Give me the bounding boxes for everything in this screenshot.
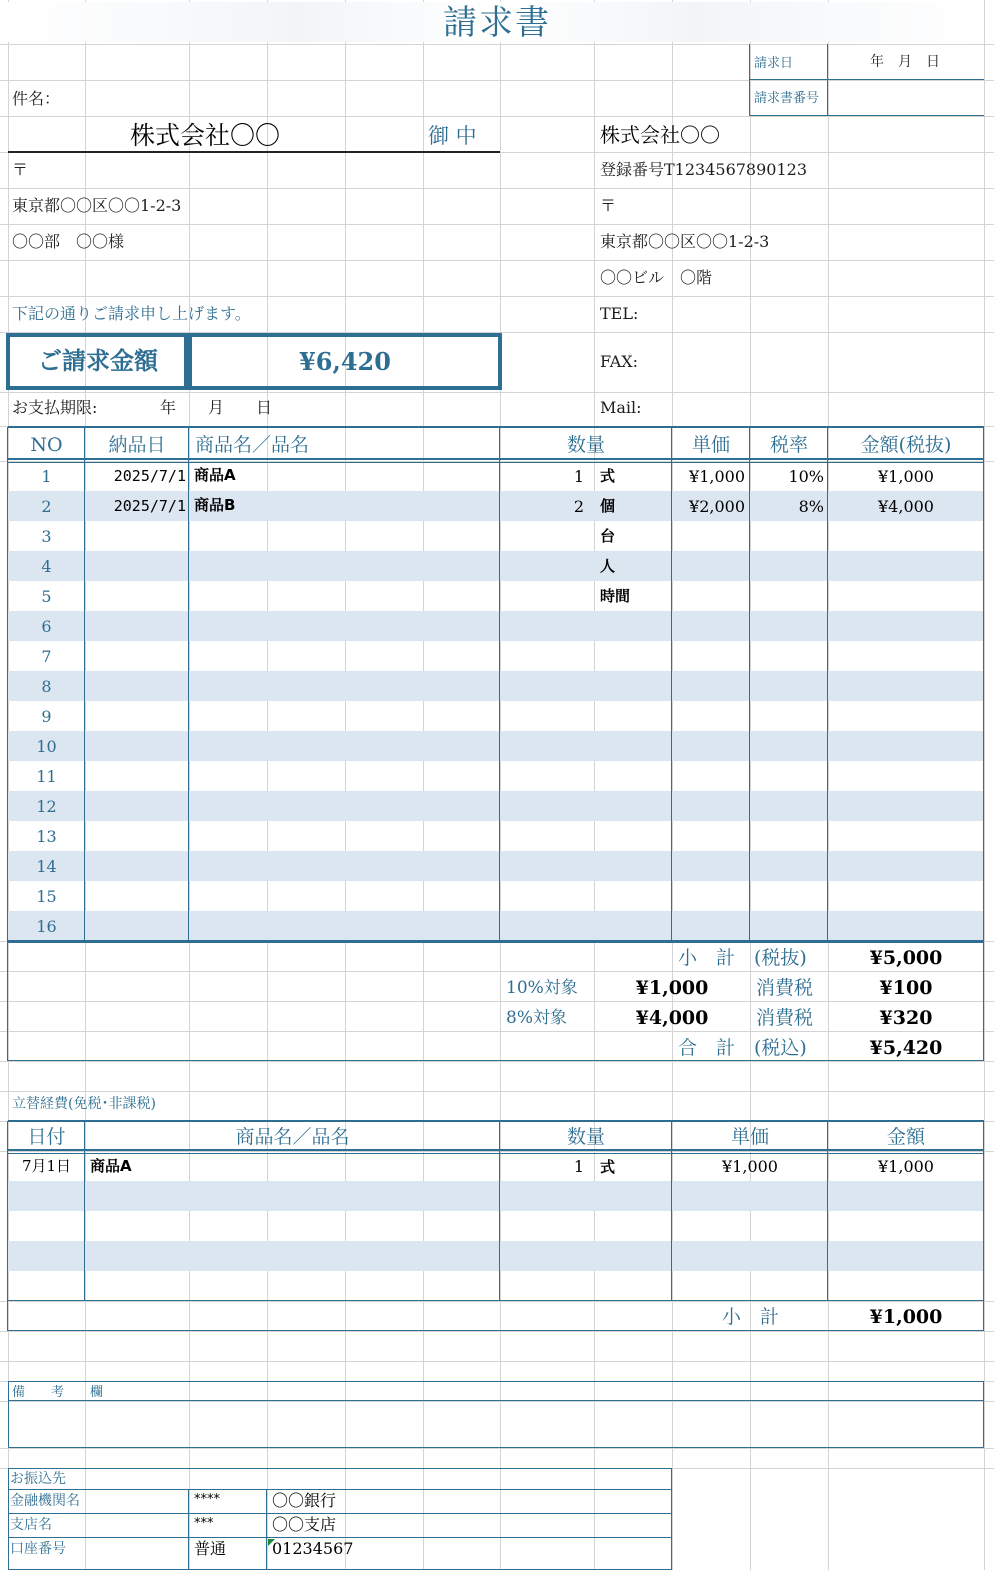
fax-label: FAX: xyxy=(600,352,639,371)
hline xyxy=(0,44,994,45)
amount-value: ¥6,420 xyxy=(299,347,391,376)
vline xyxy=(499,1121,500,1301)
item-no: 11 xyxy=(36,767,57,786)
item-price[interactable]: ¥1,000 xyxy=(689,467,745,486)
expense-amount[interactable]: ¥1,000 xyxy=(878,1157,934,1176)
subject-label: 件名： xyxy=(12,89,61,108)
subtotal-label: 小 計 xyxy=(678,947,736,969)
hline xyxy=(8,151,500,153)
hline xyxy=(8,1330,984,1331)
expense-date[interactable]: 7月1日 xyxy=(21,1157,72,1175)
item-amount[interactable]: ¥4,000 xyxy=(878,497,934,516)
expenses-subtotal-value: ¥1,000 xyxy=(869,1306,943,1328)
total-note: (税込) xyxy=(754,1037,807,1059)
total-label: 合 計 xyxy=(678,1037,736,1059)
due-value[interactable]: 年 月 日 xyxy=(160,398,273,417)
items-header-name: 商品名／品名 xyxy=(195,434,310,456)
vline xyxy=(7,1121,8,1301)
table-row[interactable] xyxy=(8,641,984,671)
sender-address2[interactable]: 〇〇ビル 〇階 xyxy=(600,268,713,287)
expenses-header-amount: 金額 xyxy=(886,1126,925,1148)
remarks-field[interactable] xyxy=(8,1401,984,1448)
sender-postal[interactable]: 〒 xyxy=(600,196,617,215)
branch-name[interactable]: 〇〇支店 xyxy=(272,1515,337,1534)
table-row[interactable] xyxy=(8,521,984,551)
item-date[interactable]: 2025/7/1 xyxy=(113,467,186,485)
item-no: 8 xyxy=(41,677,52,696)
hline xyxy=(8,1513,672,1514)
item-no: 2 xyxy=(41,497,52,516)
items-header-price: 単価 xyxy=(691,434,730,456)
hline xyxy=(0,1031,994,1032)
items-header-no: NO xyxy=(30,434,63,456)
comment-marker-icon xyxy=(268,1539,275,1546)
item-no: 7 xyxy=(41,647,52,666)
item-unit[interactable]: 時間 xyxy=(600,587,631,605)
table-row[interactable] xyxy=(8,611,984,641)
hline xyxy=(8,426,984,428)
expense-name[interactable]: 商品A xyxy=(90,1157,132,1175)
expenses-header-name: 商品名／品名 xyxy=(235,1126,350,1148)
hline xyxy=(8,458,984,460)
vline xyxy=(7,1301,8,1331)
invoice-date-value[interactable]: 年 月 日 xyxy=(870,54,940,70)
item-price[interactable]: ¥2,000 xyxy=(689,497,745,516)
recipient-person[interactable]: 〇〇部 〇〇様 xyxy=(12,232,125,251)
item-unit[interactable]: 個 xyxy=(600,497,616,515)
sender-company[interactable]: 株式会社〇〇 xyxy=(600,123,720,147)
vline xyxy=(983,1121,984,1301)
items-header-rate: 税率 xyxy=(769,434,808,456)
tax10-value: ¥100 xyxy=(879,977,933,999)
table-row[interactable] xyxy=(8,791,984,821)
item-no: 16 xyxy=(36,917,57,936)
item-no: 15 xyxy=(36,887,57,906)
hline xyxy=(8,1060,984,1061)
table-row[interactable] xyxy=(8,581,984,611)
table-row[interactable] xyxy=(8,671,984,701)
expenses-header-date: 日付 xyxy=(27,1126,66,1148)
item-unit[interactable]: 台 xyxy=(600,527,616,545)
target10-value: ¥1,000 xyxy=(635,977,709,999)
vline xyxy=(266,1490,267,1570)
sender-registration[interactable]: 登録番号T1234567890123 xyxy=(600,160,808,179)
items-header-amount: 金額(税抜) xyxy=(860,434,952,456)
vline xyxy=(7,941,8,1061)
amount-label: ご請求金額 xyxy=(38,346,158,375)
item-rate[interactable]: 10% xyxy=(788,467,824,486)
hline xyxy=(0,1361,994,1362)
item-no: 1 xyxy=(41,467,52,486)
invoice-title: 請求書 xyxy=(443,3,551,43)
expenses-header-price: 単価 xyxy=(730,1126,769,1148)
mail-label: Mail: xyxy=(600,398,642,417)
item-no: 5 xyxy=(41,587,52,606)
item-unit[interactable]: 人 xyxy=(600,557,616,575)
tax8-value: ¥320 xyxy=(879,1007,933,1029)
vline xyxy=(84,1121,85,1301)
item-name[interactable]: 商品A xyxy=(194,466,236,484)
items-header-date: 納品日 xyxy=(108,434,166,456)
intro-text: 下記の通りご請求申し上げます。 xyxy=(12,304,251,323)
item-no: 6 xyxy=(41,617,52,636)
account-type[interactable]: 普通 xyxy=(194,1539,227,1558)
branch-label: 支店名 xyxy=(10,1517,52,1533)
item-rate[interactable]: 8% xyxy=(798,497,824,516)
items-header-qty: 数量 xyxy=(566,434,605,456)
expenses-title: 立替経費(免税･非課税) xyxy=(12,1096,156,1112)
hline xyxy=(0,971,994,972)
vline xyxy=(749,44,750,116)
invoice-date-label: 請求日 xyxy=(754,56,794,71)
subtotal-value: ¥5,000 xyxy=(869,947,943,969)
total-value: ¥5,420 xyxy=(869,1037,943,1059)
expenses-header-qty: 数量 xyxy=(566,1126,605,1148)
table-row[interactable] xyxy=(8,731,984,761)
hline xyxy=(8,1300,984,1301)
recipient-company[interactable]: 株式会社〇〇 xyxy=(130,121,281,150)
branch-code[interactable]: *** xyxy=(194,1516,214,1531)
table-row[interactable] xyxy=(8,911,984,941)
expense-unit[interactable]: 式 xyxy=(600,1158,616,1176)
vline xyxy=(827,1121,828,1301)
target10-label: 10%対象 xyxy=(506,978,578,998)
hline xyxy=(8,1489,672,1490)
table-row[interactable] xyxy=(8,551,984,581)
hline xyxy=(0,224,994,225)
hline xyxy=(0,188,994,189)
account-label: 口座番号 xyxy=(10,1541,66,1557)
item-unit[interactable]: 式 xyxy=(600,467,616,485)
item-qty[interactable]: 1 xyxy=(573,467,584,486)
remarks-label: 備 考 欄 xyxy=(12,1385,104,1400)
item-no: 14 xyxy=(36,857,57,876)
table-row[interactable] xyxy=(8,851,984,881)
target8-value: ¥4,000 xyxy=(635,1007,709,1029)
table-row[interactable] xyxy=(8,761,984,791)
bank-title: お振込先 xyxy=(10,1471,66,1487)
row-band xyxy=(8,1181,984,1211)
tax8-label: 消費税 xyxy=(756,1007,814,1029)
table-row[interactable] xyxy=(8,881,984,911)
hline xyxy=(750,115,984,116)
hline xyxy=(0,260,994,261)
item-qty[interactable]: 2 xyxy=(573,497,584,516)
tax10-label: 消費税 xyxy=(756,977,814,999)
item-name[interactable]: 商品B xyxy=(194,496,236,514)
item-no: 10 xyxy=(36,737,57,756)
table-row[interactable] xyxy=(8,491,984,521)
bank-name[interactable]: 〇〇銀行 xyxy=(272,1491,337,1510)
expense-qty[interactable]: 1 xyxy=(573,1157,584,1176)
expense-price[interactable]: ¥1,000 xyxy=(722,1157,778,1176)
hline xyxy=(0,1091,994,1092)
bank-code[interactable]: **** xyxy=(194,1492,220,1507)
item-no: 4 xyxy=(41,557,52,576)
recipient-address[interactable]: 東京都〇〇区〇〇1-2-3 xyxy=(12,196,182,215)
item-no: 12 xyxy=(36,797,57,816)
sender-address1[interactable]: 東京都〇〇区〇〇1-2-3 xyxy=(600,232,770,251)
recipient-honorific: 御 中 xyxy=(428,124,477,148)
hline xyxy=(0,1001,994,1002)
table-row[interactable] xyxy=(8,701,984,731)
vline xyxy=(671,1121,672,1301)
due-label: お支払期限: xyxy=(12,398,98,417)
hline xyxy=(750,79,984,80)
recipient-postal[interactable]: 〒 xyxy=(12,160,29,179)
tel-label: TEL: xyxy=(600,304,639,323)
item-no: 9 xyxy=(41,707,52,726)
hline xyxy=(0,296,994,297)
hline xyxy=(0,392,994,393)
table-row[interactable] xyxy=(8,461,984,491)
item-amount[interactable]: ¥1,000 xyxy=(878,467,934,486)
target8-label: 8%対象 xyxy=(506,1008,567,1028)
row-band xyxy=(8,1241,984,1271)
item-no: 3 xyxy=(41,527,52,546)
expenses-subtotal-label: 小 計 xyxy=(722,1306,780,1328)
table-row[interactable] xyxy=(8,821,984,851)
item-date[interactable]: 2025/7/1 xyxy=(113,497,186,515)
invoice-number-label: 請求書番号 xyxy=(754,91,820,106)
account-number[interactable]: 01234567 xyxy=(272,1539,354,1558)
expense-row[interactable] xyxy=(8,1151,984,1181)
item-no: 13 xyxy=(36,827,57,846)
vline xyxy=(827,44,828,116)
bank-label: 金融機関名 xyxy=(10,1493,80,1509)
vline xyxy=(188,1490,189,1570)
hline xyxy=(8,1120,984,1122)
subtotal-note: (税抜) xyxy=(754,947,807,969)
